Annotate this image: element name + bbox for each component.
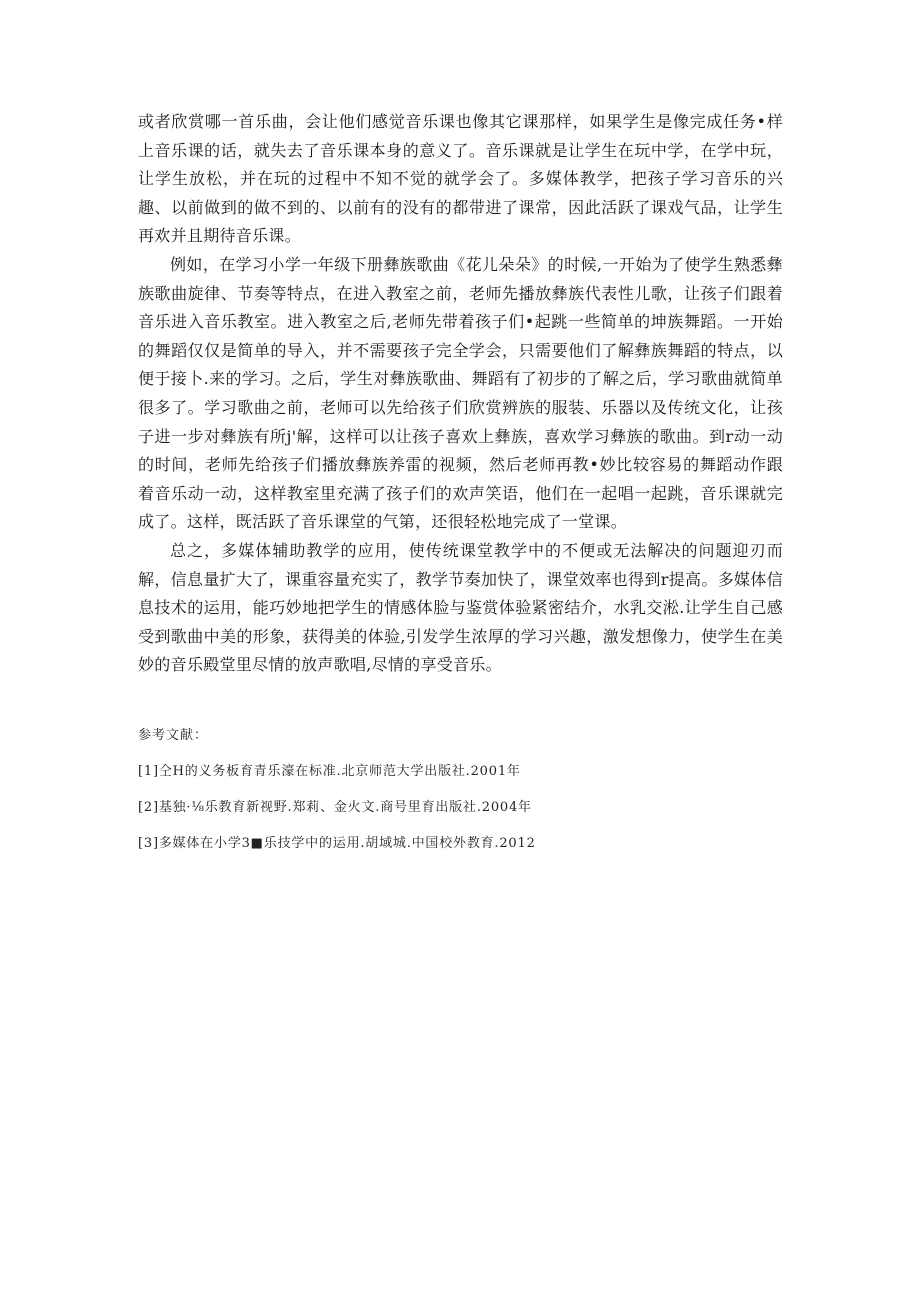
reference-item-1: [1]仝H的义务板育青乐濠在标准.北京师范大学出版社.2001年 — [138, 763, 521, 779]
body-paragraph-3: 总之，多媒体辅助教学的应用，使传统课堂教学中的不便或无法解决的问题迎刃而解，信息量扩大了，课重容量充实了，教学节奏加快了，课堂效率也得到r提高。多媒体信息技术的运用，能巧妙地把学生的情感体脸与鉴赏体验紧密结介，水乳交淞.让学生自己感受到歌曲中美的形象，获得美的体验,引发学生浓厚的学习兴趣，激发想像力，使学生在美妙的音乐殿堂里尽情的放声歌唱,尽情的享受音乐。 — [138, 540, 783, 675]
document-page — [138, 108, 783, 872]
references-title: 参考文献： — [138, 727, 209, 743]
reference-item-2: [2]基独·⅛乐教育新视野.郑莉、金火文.商号里育出版社.2004年 — [138, 799, 532, 815]
body-paragraph-2: 例如，在学习小学一年级下册彝族歌曲《花儿朵朵》的时候,一开始为了使学生熟悉彝族歌曲旋律、节奏等特点，在进入教室之前，老师先播放彝族代表性儿歌，让孩子们跟着音乐进入音乐教室。进入教室之后,老师先带着孩子们•起跳一些简单的坤族舞蹈。一开始的舞蹈仅仅是简单的导入，并不需要孩子完全学会，只需要他们了解彝族舞蹈的特点，以便于接卜.来的学习。之后，学生对彝族歌曲、舞蹈有了初步的了解之后，学习歌曲就简单很多了。学习歌曲之前，老师可以先给孩子们欣赏辨族的服装、乐器以及传统文化，让孩子进一步对彝族有所j'解，这样可以让孩子喜欢上彝族，喜欢学习彝族的歌曲。到r动一动的时间，老师先给孩子们播放彝族养雷的视频，然后老师再教•妙比较容易的舞蹈动作跟着音乐动一动，这样教室里充满了孩子们的欢声笑语，他们在一起唱一起跳，音乐课就完成了。这样，既活跃了音乐课堂的气第，还很轻松地完成了一堂课。 — [138, 254, 783, 532]
reference-item-3: [3]多媒体在小学3■乐技学中的运用.胡域城.中国校外教育.2012 — [138, 835, 536, 851]
body-paragraph-1: 或者欣赏哪一首乐曲，会让他们感觉音乐课也像其它课那样，如果学生是像完成任务•样上音乐课的话，就失去了音乐课本身的意义了。音乐课就是让学生在玩中学，在学中玩，让学生放松，并在玩的过程中不知不觉的就学会了。多媒体教学，把孩子学习音乐的兴趣、以前做到的做不到的、以前有的没有的都带进了课常，因此活跃了课戏气品，让学生再欢并且期待音乐课。 — [138, 112, 783, 246]
references-section — [138, 728, 783, 852]
